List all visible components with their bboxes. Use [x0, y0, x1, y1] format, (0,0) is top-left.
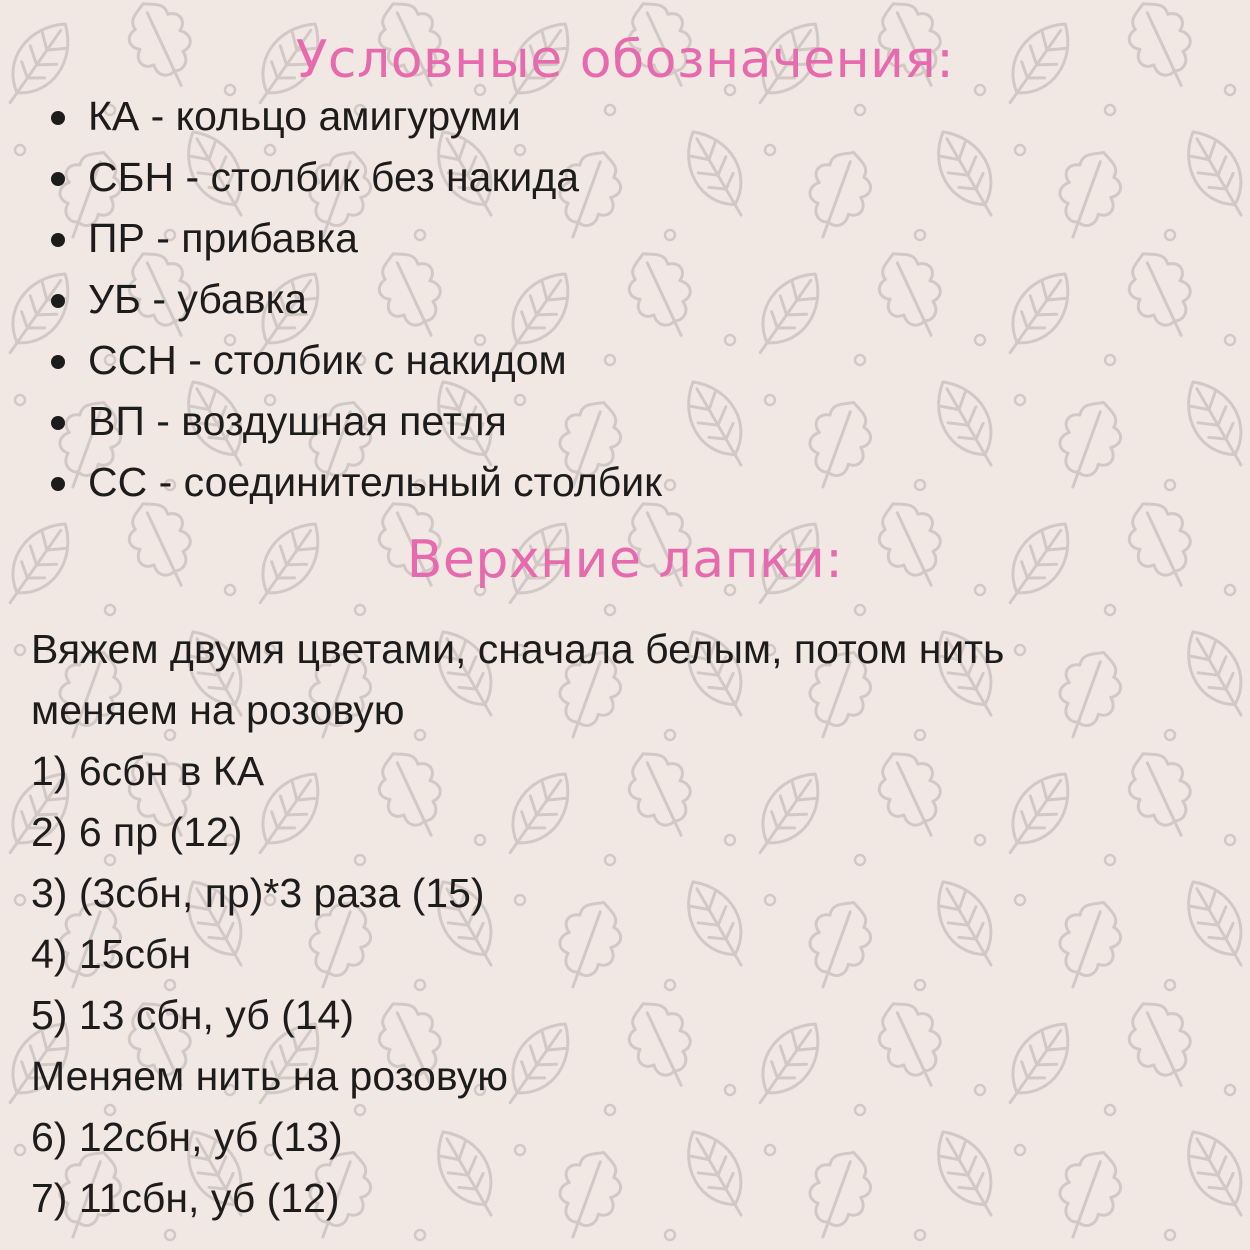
- instruction-row: 2) 6 пр (12): [31, 809, 243, 855]
- list-item: [0, 452, 662, 513]
- instruction-row: 4) 15сбн: [31, 931, 192, 977]
- bullet-icon: [51, 477, 65, 491]
- bullet-icon: [51, 416, 65, 430]
- list-item: [0, 330, 662, 391]
- bullet-icon: [51, 233, 65, 247]
- intro-text: меняем на розовую: [31, 687, 405, 733]
- instruction-row: 3) (3сбн, пр)*3 раза (15): [31, 870, 485, 916]
- list-item-text: СБН - столбик без накида: [88, 154, 580, 200]
- bullet-icon: [51, 355, 65, 369]
- list-item: [0, 208, 662, 269]
- list-item-text: УБ - убавка: [88, 276, 308, 322]
- section-title: Верхние лапки:: [406, 530, 844, 590]
- list-item: [0, 269, 662, 330]
- bullet-icon: [51, 111, 65, 125]
- instructions: [31, 619, 1231, 1229]
- list-item-text: СС - соединительный столбик: [88, 459, 663, 505]
- list-item-text: ССН - столбик с накидом: [88, 337, 567, 383]
- legend-title: Условные обозначения:: [295, 30, 955, 90]
- bullet-icon: [51, 294, 65, 308]
- bullet-icon: [51, 172, 65, 186]
- instruction-row: 6) 12сбн, уб (13): [31, 1114, 343, 1160]
- list-item: [0, 391, 662, 452]
- instruction-row: 5) 13 сбн, уб (14): [31, 992, 354, 1038]
- intro-text: Вяжем двумя цветами, сначала белым, потом нить: [31, 626, 1005, 672]
- instruction-note: Меняем нить на розовую: [31, 1053, 508, 1099]
- list-item: [0, 147, 662, 208]
- legend-list: [0, 86, 662, 513]
- list-item-text: ВП - воздушная петля: [88, 398, 507, 444]
- instruction-row: 1) 6сбн в КА: [31, 748, 265, 794]
- list-item-text: ПР - прибавка: [88, 215, 358, 261]
- list-item: [0, 86, 662, 147]
- instruction-row: 7) 11сбн, уб (12): [31, 1175, 340, 1221]
- list-item-text: КА - кольцо амигуруми: [88, 93, 521, 139]
